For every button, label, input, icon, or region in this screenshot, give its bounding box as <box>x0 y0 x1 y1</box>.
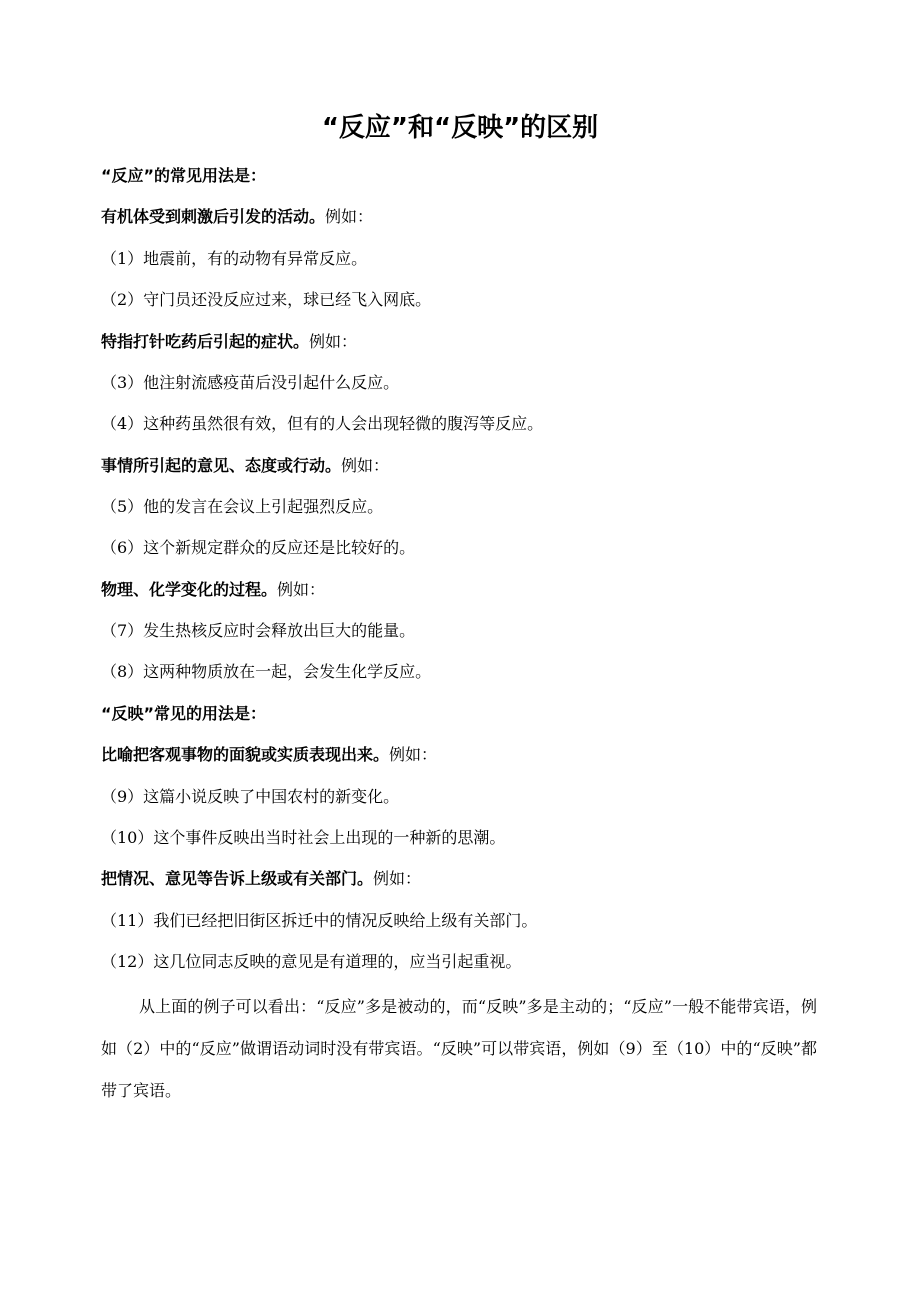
usage-definition-text: 特指打针吃药后引起的症状。 <box>101 332 310 351</box>
example-lead: 例如： <box>389 745 438 764</box>
example-lead: 例如： <box>341 456 390 475</box>
example-item: （9）这篇小说反映了中国农村的新变化。 <box>101 787 400 806</box>
usage-definition <box>101 579 325 601</box>
usage-definition-text: 物理、化学变化的过程。 <box>101 580 278 599</box>
example-lead: 例如： <box>277 580 326 599</box>
usage-definition <box>101 455 389 477</box>
usage-definition <box>101 868 421 890</box>
usage-definition-text: 有机体受到刺激后引发的活动。 <box>101 207 326 226</box>
usage-definition <box>101 206 373 228</box>
usage-definition-text: 事情所引起的意见、态度或行动。 <box>101 456 342 475</box>
example-lead: 例如： <box>309 332 358 351</box>
example-lead: 例如： <box>325 207 374 226</box>
example-item: （2）守门员还没反应过来，球已经飞入网底。 <box>101 290 432 309</box>
usage-definition-text: 比喻把客观事物的面貌或实质表现出来。 <box>101 745 390 764</box>
usage-definition-text: 把情况、意见等告诉上级或有关部门。 <box>101 869 374 888</box>
example-item: （4）这种药虽然很有效，但有的人会出现轻微的腹泻等反应。 <box>101 414 544 433</box>
example-item: （7）发生热核反应时会释放出巨大的能量。 <box>101 621 416 640</box>
section-heading-fanying2: “反映”常见的用法是： <box>101 704 267 723</box>
example-item: （5）他的发言在会议上引起强烈反应。 <box>101 497 384 516</box>
example-item: （3）他注射流感疫苗后没引起什么反应。 <box>101 373 400 392</box>
conclusion-paragraph: 从上面的例子可以看出：“反应”多是被动的，而“反映”多是主动的；“反应”一般不能带宾语，例如（2）中的“反应”做谓语动词时没有带宾语。“反映”可以带宾语，例如（9）至（10）中的“反映”都带了宾语。 <box>101 997 817 1100</box>
usage-definition <box>101 744 437 766</box>
example-lead: 例如： <box>373 869 422 888</box>
example-item: （1）地震前，有的动物有异常反应。 <box>101 249 368 268</box>
document-title: “反应”和“反映”的区别 <box>321 113 599 143</box>
example-item: （12）这几位同志反映的意见是有道理的，应当引起重视。 <box>101 952 522 971</box>
example-item: （11）我们已经把旧街区拆迁中的情况反映给上级有关部门。 <box>101 911 538 930</box>
example-item: （10）这个事件反映出当时社会上出现的一种新的思潮。 <box>101 828 506 847</box>
example-item: （8）这两种物质放在一起，会发生化学反应。 <box>101 662 432 681</box>
usage-definition <box>101 331 357 353</box>
section-heading-fanying: “反应”的常见用法是： <box>101 166 267 185</box>
example-item: （6）这个新规定群众的反应还是比较好的。 <box>101 538 416 557</box>
